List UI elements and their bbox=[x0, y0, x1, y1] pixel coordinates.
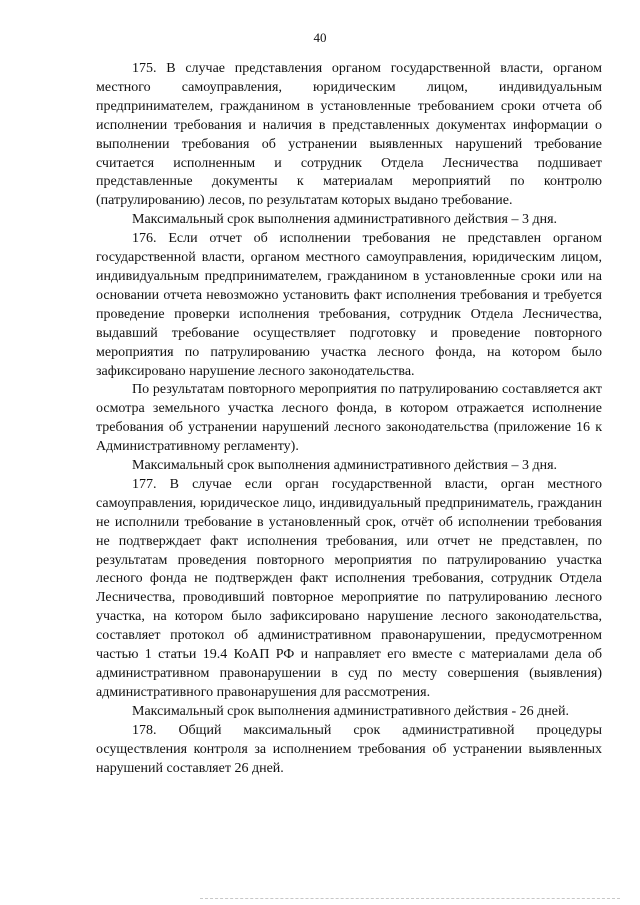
paragraph-176: 176. Если отчет об исполнении требования не представлен органом государственной власти, органом местного самоуправления, юридическим лицом, индивидуальным предпринимателем, гражданином в установленные сроки или на основании отчета невозможно установить факт исполнения требования и требуется проведение проверки исполнения требования, сотрудник Отдела Лесничества, выдавший требование осуществляет подготовку и проведение повторного мероприятия по патрулированию участка лесного фонда, на котором было зафиксировано нарушение лесного законодательства. bbox=[96, 231, 602, 379]
document-body bbox=[96, 60, 602, 778]
paragraph-inspection-act: По результатам повторного мероприятия по патрулированию составляется акт осмотра земельного участка лесного фонда, в котором отражается исполнение требования об устранении нарушений лесного законодательства (приложение 16 к Административному регламенту). bbox=[96, 382, 602, 455]
paragraph-175: 175. В случае представления органом государственной власти, органом местного самоуправления, юридическим лицом, индивидуальным предпринимателем, гражданином в установленные требованием сроки отчета об исполнении требования и наличия в представленных документах информации о выполнении требования об устранении выявленных нарушений требование считается исполненным и сотрудник Отдела Лесничества подшивает представленные документы к материалам мероприятий по контролю (патрулированию) лесов, по результатам которых выдано требование. bbox=[96, 61, 602, 209]
page-number: 40 bbox=[313, 30, 327, 45]
paragraph-deadline-3: Максимальный срок выполнения административного действия - 26 дней. bbox=[132, 703, 569, 719]
page-bottom-divider bbox=[200, 898, 620, 899]
paragraph-178: 178. Общий максимальный срок административной процедуры осуществления контроля за исполнением требования об устранении выявленных нарушений составляет 26 дней. bbox=[96, 722, 602, 776]
paragraph-deadline-1: Максимальный срок выполнения административного действия – 3 дня. bbox=[132, 212, 558, 228]
paragraph-deadline-2: Максимальный срок выполнения административного действия – 3 дня. bbox=[132, 458, 558, 474]
paragraph-177: 177. В случае если орган государственной власти, орган местного самоуправления, юридическое лицо, индивидуальный предприниматель, гражданин не исполнили требование в установленный срок, отчёт об исполнении требования не подтверждает факт исполнения требования, или отчет не представлен, по результатам проведения повторного мероприятия по патрулированию участка лесного фонда не подтвержден факт исполнения требования, сотрудник Отдела Лесничества, проводивший повторное мероприятие по патрулированию лесного участка, на котором было зафиксировано нарушение лесного законодательства, составляет протокол об административном правонарушении, предусмотренном частью 1 статьи 19.4 КоАП РФ и направляет его вместе с материалами дела об административном правонарушении в суд по месту совершения (выявления) административного правонарушения для рассмотрения. bbox=[96, 476, 602, 700]
